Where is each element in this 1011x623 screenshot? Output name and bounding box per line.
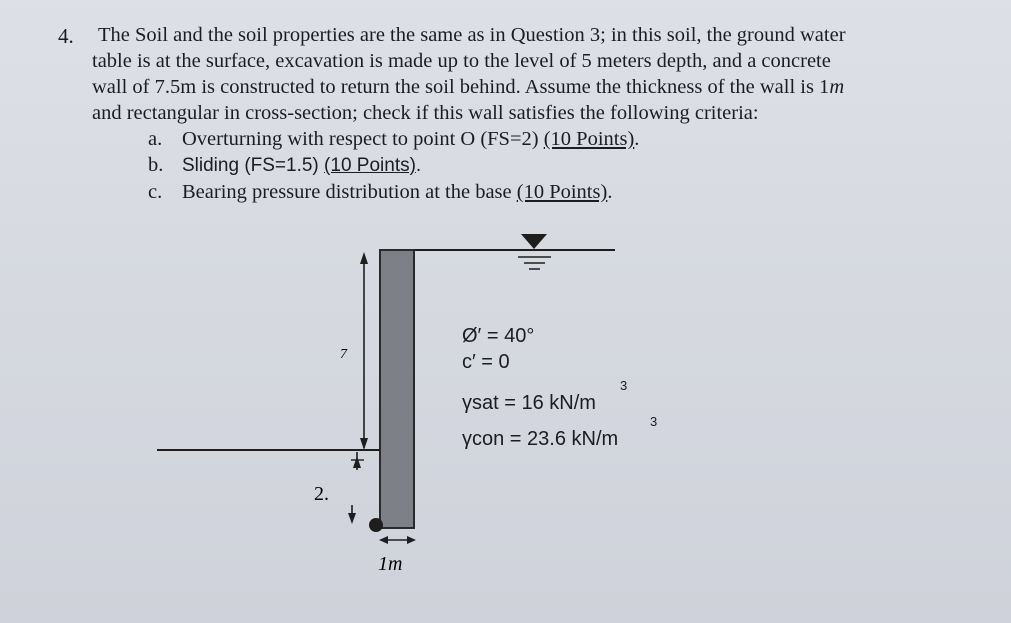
criterion-tail: . — [634, 128, 640, 150]
question-line-1: The Soil and the soil properties are the same as in Question 3; in this soil, the ground water — [98, 24, 846, 46]
criterion-tail: . — [415, 155, 422, 176]
question-line-2: table is at the surface, excavation is made up to the level of 5 meters depth, and a concrete — [92, 50, 831, 72]
criterion-points: (10 Points) — [543, 128, 635, 150]
wall-thickness-label: 1m — [378, 553, 403, 575]
question-line-4: and rectangular in cross-section; check if this wall satisfies the following criteria: — [92, 102, 759, 124]
criterion-text: Bearing pressure distribution at the base — [182, 181, 517, 203]
unit-exponent: 3 — [620, 378, 628, 393]
lower-arrow-icon — [348, 513, 356, 524]
retaining-wall — [380, 250, 414, 528]
cohesion: c′ = 0 — [462, 351, 510, 373]
lower-arrow-icon — [353, 456, 361, 468]
thickness-arrow-icon — [379, 536, 388, 544]
criterion-tail: . — [607, 181, 613, 203]
question-line-3-unit: m — [829, 76, 845, 98]
unit-exponent: 3 — [650, 414, 658, 429]
friction-angle: Ø′ = 40° — [462, 325, 535, 347]
criterion-label: a. — [148, 128, 163, 150]
saturated-unit-weight: γsat = 16 kN/m — [462, 392, 596, 414]
criterion-text: Overturning with respect to point O (FS=2) — [182, 128, 544, 150]
water-table-icon — [521, 234, 547, 249]
criterion-label: c. — [148, 181, 163, 203]
concrete-unit-weight: γcon = 23.6 kN/m — [462, 428, 619, 450]
question-number: 4. — [58, 24, 74, 48]
criterion-label: b. — [148, 154, 164, 176]
thickness-arrow-icon — [407, 536, 416, 544]
upper-arrow-icon — [360, 252, 368, 264]
criterion-text: Sliding (FS=1.5) — [182, 155, 325, 176]
criterion-points: (10 Points) — [324, 155, 416, 176]
upper-arrow-icon — [360, 438, 368, 450]
upper-dimension-label: 7 — [340, 347, 347, 362]
lower-dimension-label: 2. — [314, 483, 329, 505]
question-line-3-text: wall of 7.5m is constructed to return the soil behind. Assume the thickness of the wall is 1 — [92, 76, 830, 98]
point-o-icon — [369, 518, 383, 532]
criterion-points: (10 Points) — [516, 181, 608, 203]
